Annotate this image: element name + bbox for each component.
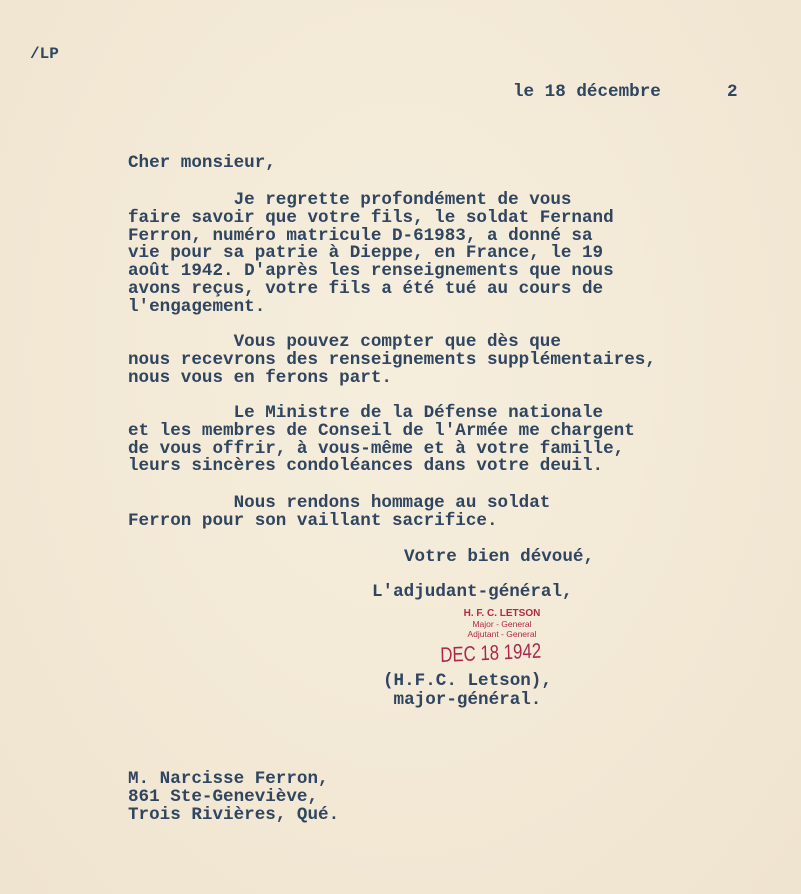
closing: Votre bien dévoué, [404, 547, 595, 567]
paragraph-line: Ferron pour son vaillant sacrifice. [128, 510, 498, 531]
paragraph-line: vie pour sa patrie à Dieppe, en France, le 19 [128, 243, 604, 264]
paragraph-line: l'engagement. [128, 296, 266, 317]
salutation: Cher monsieur, [128, 153, 276, 173]
paragraph-1 [128, 192, 614, 317]
paragraph-line: de vous offrir, à vous-même et à votre famille, [128, 438, 625, 459]
signer-rank: major-général. [383, 690, 542, 710]
stamp-title: Adjutant - General [467, 629, 537, 639]
paragraph-4 [128, 495, 550, 531]
paragraph-line: Vous pouvez compter que dès que [128, 332, 561, 352]
paragraph-line: leurs sincères condoléances dans votre deuil. [128, 456, 604, 477]
paragraph-line: Ferron, numéro matricule D-61983, a donné sa [128, 225, 593, 246]
signature-stamp [452, 608, 552, 639]
letter-date: le 18 décembre [513, 82, 661, 102]
date-page-mark: 2 [727, 82, 738, 102]
stamp-rank: Major - General [472, 619, 532, 629]
signer-title: L'adjudant-général, [372, 582, 573, 602]
paragraph-3 [128, 405, 635, 476]
paragraph-line: Nous rendons hommage au soldat [128, 493, 551, 513]
stamp-name: H. F. C. LETSON [463, 608, 541, 619]
paragraph-line: Je regrette profondément de vous [128, 190, 572, 210]
paragraph-line: avons reçus, votre fils a été tué au cours de [128, 278, 604, 299]
address-line: M. Narcisse Ferron, [128, 769, 329, 789]
recipient-address [128, 771, 339, 824]
paragraph-line: août 1942. D'après les renseignements que nous [128, 261, 614, 282]
paragraph-line: Le Ministre de la Défense nationale [128, 403, 604, 423]
paragraph-line: nous vous en ferons part. [128, 367, 392, 388]
address-line: Trois Rivières, Qué. [128, 804, 340, 825]
paragraph-line: faire savoir que votre fils, le soldat Fernand [128, 207, 614, 228]
signer-name: (H.F.C. Letson), [383, 671, 552, 691]
reference-initials: /LP [30, 45, 59, 63]
paragraph-line: et les membres de Conseil de l'Armée me chargent [128, 420, 635, 441]
address-line: 861 Ste-Geneviève, [128, 786, 319, 807]
date-received-stamp: DEC 18 1942 [439, 639, 542, 667]
paragraph-2 [128, 334, 656, 387]
paragraph-line: nous recevrons des renseignements supplémentaires, [128, 349, 656, 370]
